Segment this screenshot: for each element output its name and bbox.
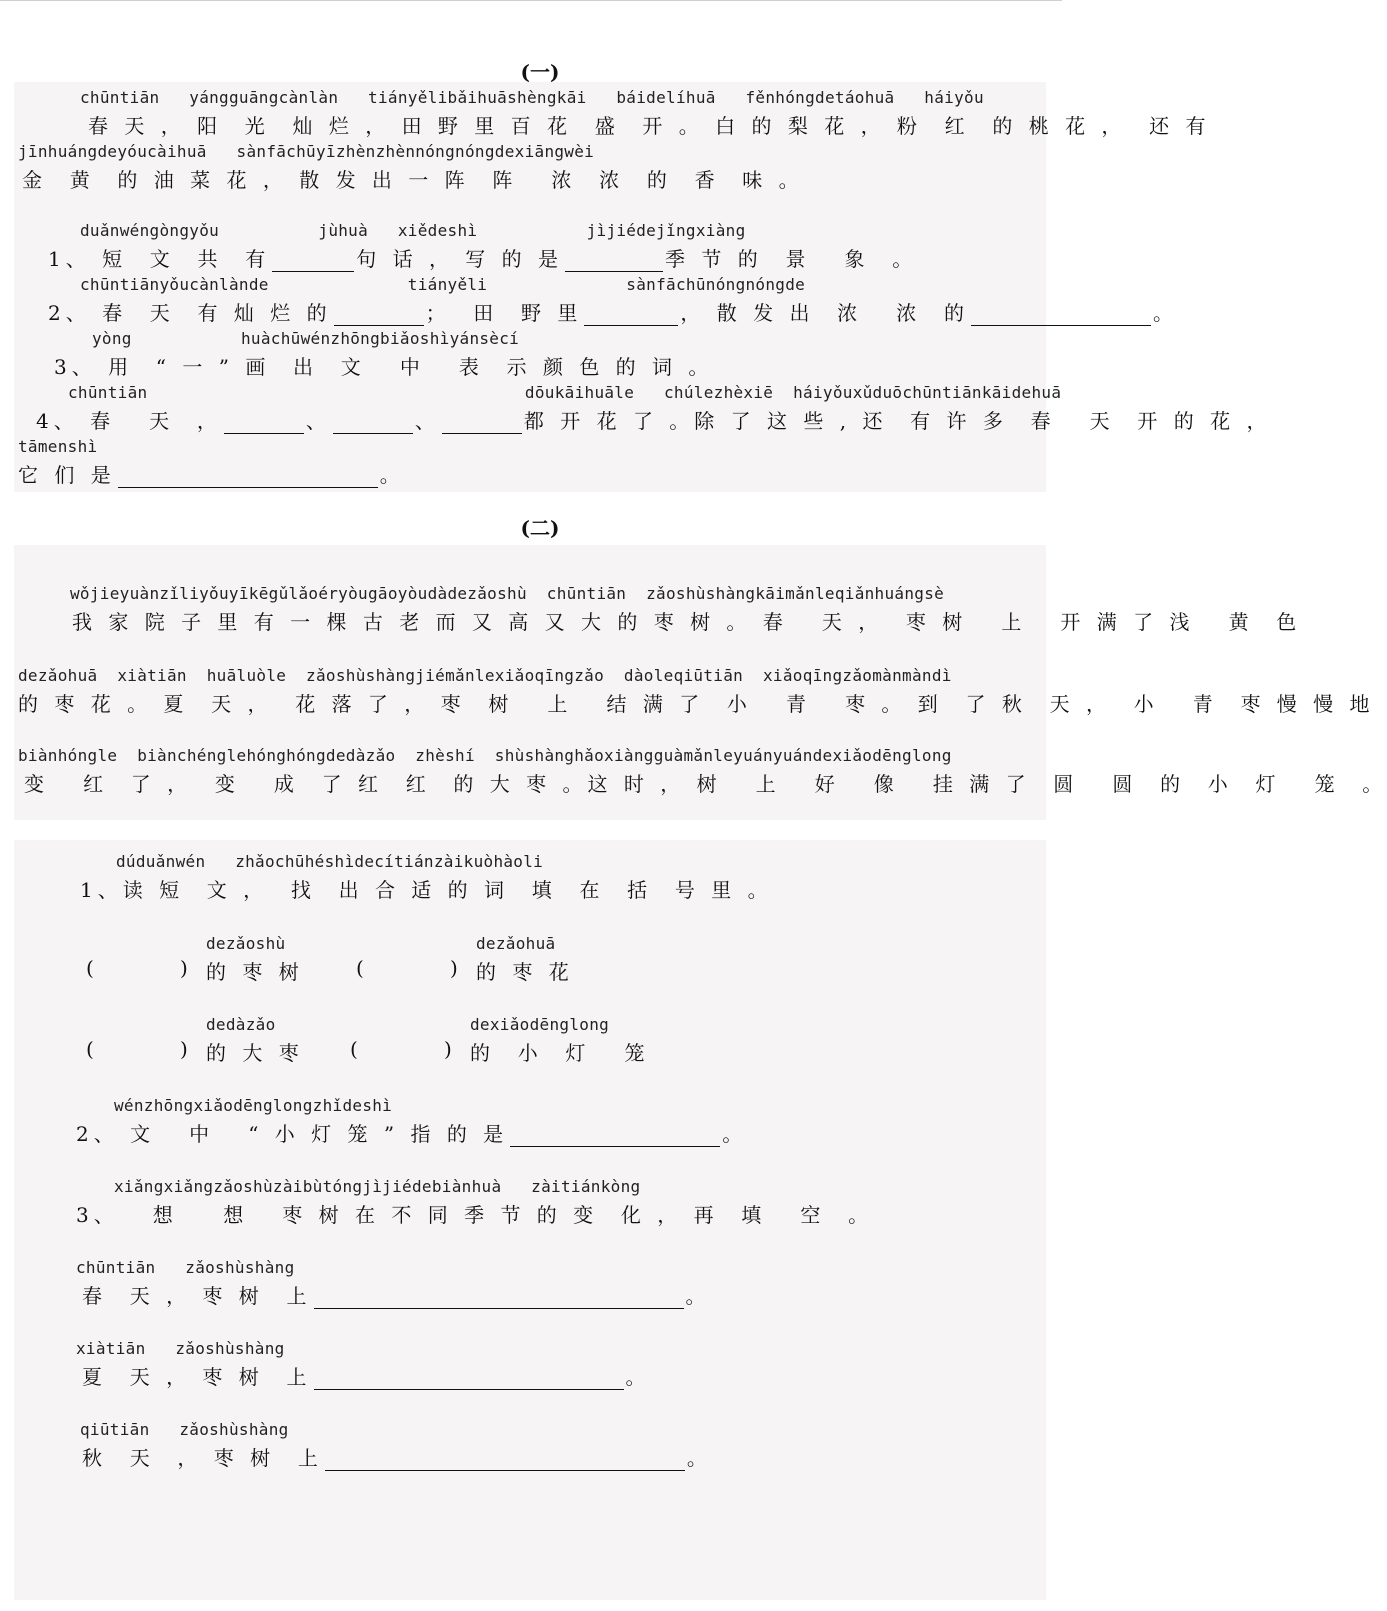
spring-end: 。 [685, 1284, 711, 1308]
passage1-line1-text: 春 天 ， 阳 光 灿 烂 ， 田 野 里 百 花 盛 开 。 白 的 梨 花 ， 粉 红 的 桃 花 ， 还 有 [88, 114, 1211, 138]
s1-q1-text-c: 季 节 的 景 象 。 [665, 247, 918, 271]
s1-q4-text-c: 它 们 是 [18, 463, 116, 487]
s2-q1-item1-text: 的 枣 树 [206, 960, 304, 984]
s1-q1 [48, 243, 917, 272]
s2-q1-text: 1、读 短 文 ， 找 出 合 适 的 词 填 在 括 号 里 。 [80, 878, 773, 902]
s2-q1-item3-text: 的 大 枣 [206, 1041, 304, 1065]
s1-q1-pinyin: duǎnwéngòngyǒu jùhuà xiědeshì jìjiédejǐngxiàng [80, 221, 746, 240]
summer-line [82, 1361, 651, 1390]
s1-q4-text-a: 4、 春 天 ， [36, 409, 222, 433]
summer-pinyin: xiàtiān zǎoshùshàng [76, 1339, 285, 1358]
passage2-line2-text: 的 枣 花 。 夏 天 ， 花 落 了 ， 枣 树 上 结 满 了 小 青 枣 。 到 了 秋 天 ， 小 青 枣 慢 慢 地 [18, 692, 1375, 716]
s2-q1-item3-open-paren: ( [86, 1037, 94, 1061]
s1-q4-text-b: 都 开 花 了 。除 了 这 些 , 还 有 许 多 春 天 开 的 花 ， [523, 409, 1272, 433]
s2-q1-item4-open-paren: ( [350, 1037, 358, 1061]
s2-q1-item3-close-paren: ) [180, 1037, 188, 1061]
s1-q2-text-c: ， 散 发 出 浓 浓 的 [680, 301, 969, 325]
section2-heading: (二) [520, 516, 560, 540]
s1-q4-sep-1: 、 [305, 409, 331, 433]
s2-q1-item4-close-paren: ) [444, 1037, 452, 1061]
s1-q4-sep-2: 、 [414, 409, 440, 433]
spring-pinyin: chūntiān zǎoshùshàng [76, 1258, 295, 1277]
s2-q1-item1-open-paren: ( [86, 956, 94, 980]
s2-q1-item3-blank[interactable] [100, 1037, 176, 1061]
s1-q1-text-b: 句 话 ， 写 的 是 [356, 247, 564, 271]
s2-q2-pinyin: wénzhōngxiǎodēnglongzhǐdeshì [114, 1096, 393, 1115]
s1-q4-end: 。 [379, 463, 405, 487]
spring-blank[interactable] [314, 1288, 684, 1309]
passage1-line1-pinyin: chūntiān yángguāngcànlàn tiányělibǎihuāshèngkāi báidelíhuā fěnhóngdetáohuā háiyǒu [80, 88, 984, 107]
s1-q2 [48, 297, 1178, 326]
s2-q1-item1-blank[interactable] [100, 956, 176, 980]
s1-q3-text: 3、 用 “ 一 ” 画 出 文 中 表 示 颜 色 的 词 。 [54, 355, 714, 379]
autumn-text: 秋 天 ， 枣 树 上 [82, 1446, 323, 1470]
s2-q1-item2-pinyin: dezǎohuā [476, 934, 556, 953]
s1-q2-blank-3[interactable] [971, 305, 1151, 326]
top-divider [0, 0, 1062, 1]
passage2-line1-text: 我 家 院 子 里 有 一 棵 古 老 而 又 高 又 大 的 枣 树 。 春 天 ， 枣 树 上 开 满 了 浅 黄 色 [72, 610, 1302, 634]
s2-q1-item4-blank[interactable] [364, 1037, 440, 1061]
passage2-line1-pinyin: wǒjieyuànzǐliyǒuyīkēgǔlǎoéryòugāoyòudàdezǎoshù chūntiān zǎoshùshàngkāimǎnleqiǎnhuángsè [70, 584, 945, 603]
s2-q1-item4-pinyin: dexiǎodēnglong [470, 1015, 610, 1034]
passage1-line2-text: 金 黄 的 油 菜 花 ， 散 发 出 一 阵 阵 浓 浓 的 香 味 。 [22, 168, 804, 192]
s1-q4-blank-4[interactable] [118, 467, 378, 488]
s1-q4-blank-2[interactable] [333, 413, 413, 434]
passage1-line2-pinyin: jīnhuángdeyóucàihuā sànfāchūyīzhènzhènnóngnóngdexiāngwèi [18, 142, 595, 161]
s2-q2-blank[interactable] [510, 1126, 720, 1147]
s2-q1-pinyin: dúduǎnwén zhǎochūhéshìdecítiánzàikuòhàoli [116, 852, 544, 871]
autumn-line [82, 1442, 712, 1471]
s1-q2-blank-1[interactable] [334, 305, 424, 326]
s2-q1-item2-blank[interactable] [370, 956, 446, 980]
passage2-line2-pinyin: dezǎohuā xiàtiān huāluòle zǎoshùshàngjiémǎnlexiǎoqīngzǎo dàoleqiūtiān xiǎoqīngzǎomànmàndì [18, 666, 952, 685]
s2-q1-item3-pinyin: dedàzǎo [206, 1015, 276, 1034]
s2-q1-item2-text: 的 枣 花 [476, 960, 574, 984]
s1-q2-blank-2[interactable] [584, 305, 678, 326]
summer-blank[interactable] [314, 1369, 624, 1390]
s2-q2 [76, 1118, 747, 1147]
s1-q2-pinyin: chūntiānyǒucànlànde tiányěli sànfāchūnóngnóngde [80, 275, 806, 294]
s1-q4-blank-1[interactable] [224, 413, 304, 434]
summer-end: 。 [625, 1365, 651, 1389]
s2-q1-item4-text: 的 小 灯 笼 [470, 1041, 650, 1065]
s2-q1-item2-open-paren: ( [356, 956, 364, 980]
s1-q2-text-b: ； 田 野 里 [425, 301, 583, 325]
s1-q2-end: 。 [1152, 301, 1178, 325]
autumn-end: 。 [686, 1446, 712, 1470]
autumn-pinyin: qiūtiān zǎoshùshàng [80, 1420, 289, 1439]
autumn-blank[interactable] [325, 1450, 685, 1471]
s2-q3-text: 3、 想 想 枣 树 在 不 同 季 节 的 变 化 ， 再 填 空 。 [76, 1203, 874, 1227]
s2-q2-text: 2、 文 中 “ 小 灯 笼 ” 指 的 是 [76, 1122, 509, 1146]
s2-q2-end: 。 [722, 1122, 748, 1146]
s1-q1-text-a: 1、 短 文 共 有 [48, 247, 271, 271]
spring-text: 春 天 ， 枣 树 上 [82, 1284, 312, 1308]
passage2-line3-text: 变 红 了 ， 变 成 了 红 红 的 大 枣 。这 时 ， 树 上 好 像 挂 满 了 圆 圆 的 小 灯 笼 。 [24, 772, 1387, 796]
s2-q3-pinyin: xiǎngxiǎngzǎoshùzàibùtóngjìjiédebiànhuà zàitiánkòng [114, 1177, 641, 1196]
s1-q4-line2 [18, 459, 405, 488]
s1-q4 [36, 405, 1271, 434]
section1-heading: (一) [520, 60, 560, 84]
spring-line [82, 1280, 711, 1309]
s1-q1-blank-1[interactable] [272, 251, 354, 272]
s1-q1-blank-2[interactable] [565, 251, 663, 272]
s2-q1-item2-close-paren: ) [450, 956, 458, 980]
s1-q2-text-a: 2、 春 天 有 灿 烂 的 [48, 301, 332, 325]
s1-q4-pinyin: chūntiān dōukāihuāle chúlezhèxiē háiyǒuxǔduōchūntiānkāidehuā [68, 383, 1062, 402]
s1-q3-pinyin: yòng huàchūwénzhōngbiǎoshìyánsècí [92, 329, 520, 348]
s2-q1-item1-close-paren: ) [180, 956, 188, 980]
s2-q1-item1-pinyin: dezǎoshù [206, 934, 286, 953]
s1-q4-pinyin-2: tāmenshì [18, 437, 98, 456]
passage2-line3-pinyin: biànhóngle biànchénglehónghóngdedàzǎo zhèshí shùshànghǎoxiàngguàmǎnleyuányuándexiǎodēnglong [18, 746, 952, 765]
s1-q4-blank-3[interactable] [442, 413, 522, 434]
summer-text: 夏 天 ， 枣 树 上 [82, 1365, 312, 1389]
